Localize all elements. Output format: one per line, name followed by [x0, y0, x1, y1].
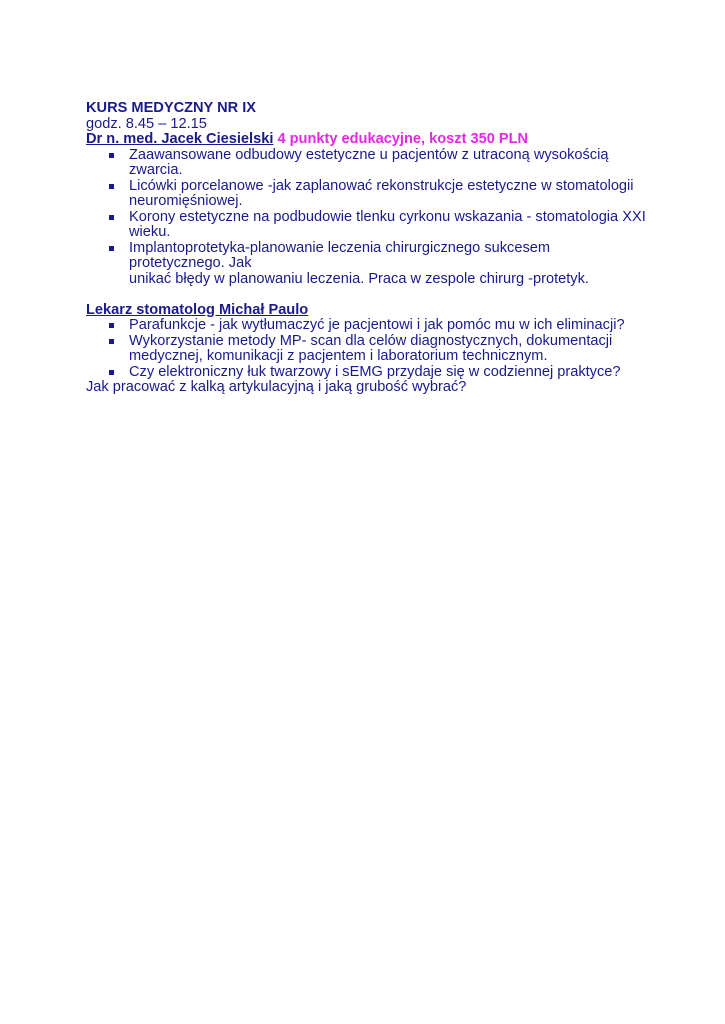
square-bullet-icon	[109, 184, 114, 189]
list-item: Czy elektroniczny łuk twarzowy i sEMG przydaje się w codziennej praktyce?	[86, 365, 646, 381]
course-hours: godz. 8.45 – 12.15	[86, 115, 207, 132]
square-bullet-icon	[109, 370, 114, 375]
course-title: KURS MEDYCZNY NR IX	[86, 100, 257, 116]
square-bullet-icon	[109, 323, 114, 328]
speaker-name-2: Lekarz stomatolog Michał Paulo	[86, 301, 309, 318]
square-bullet-icon	[109, 246, 114, 251]
speaker-line-1	[86, 132, 646, 148]
credits-info: 4 punkty edukacyjne, koszt 350 PLN	[277, 131, 529, 147]
speaker-line-2	[86, 303, 646, 319]
topic-list-1	[86, 148, 646, 288]
topic-list-2	[86, 318, 646, 380]
list-item: Implantoprotetyka-planowanie leczenia chirurgicznego sukcesem protetycznego. Jak unikać błędy w planowaniu leczenia. Praca w zespole chirurg -protetyk.	[86, 241, 646, 288]
trailing-topic: Jak pracować z kalką artykulacyjną i jaką grubość wybrać?	[86, 379, 467, 395]
square-bullet-icon	[109, 339, 114, 344]
square-bullet-icon	[109, 153, 114, 158]
speaker-name-1: Dr n. med. Jacek Ciesielski	[86, 131, 274, 147]
list-item: Parafunkcje - jak wytłumaczyć je pacjentowi i jak pomóc mu w ich eliminacji?	[86, 318, 646, 334]
square-bullet-icon	[109, 215, 114, 220]
section-spacer	[86, 287, 646, 303]
list-item: Wykorzystanie metody MP- scan dla celów diagnostycznych, dokumentacji medycznej, komunikacji z pacjentem i laboratorium technicznym.	[86, 334, 646, 365]
list-item: Licówki porcelanowe -jak zaplanować rekonstrukcje estetyczne w stomatologii neuromięśniowej.	[86, 179, 646, 210]
list-item: Korony estetyczne na podbudowie tlenku cyrkonu wskazania - stomatologia XXI wieku.	[86, 210, 646, 241]
course-description	[86, 101, 646, 396]
list-item: Zaawansowane odbudowy estetyczne u pacjentów z utraconą wysokością zwarcia.	[86, 148, 646, 179]
